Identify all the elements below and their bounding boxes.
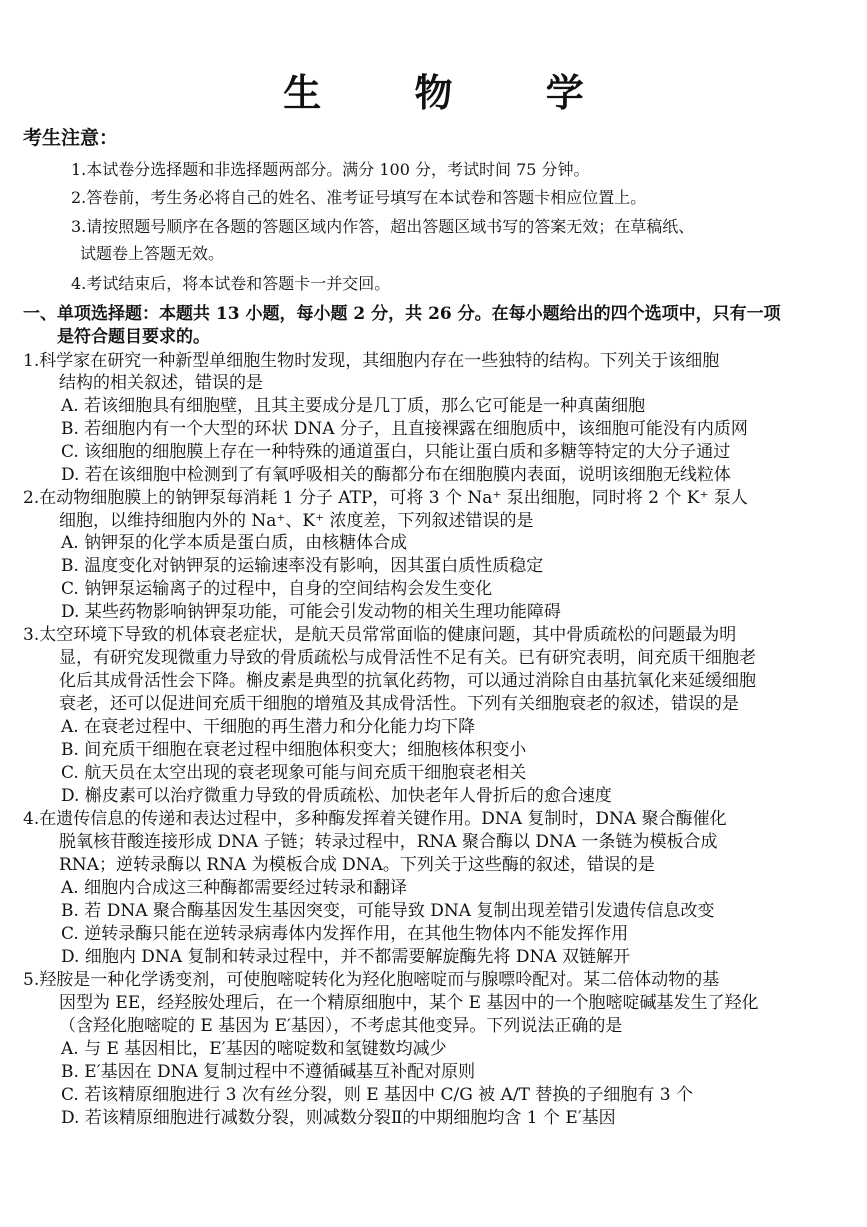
page-title: 生 物 学 (283, 70, 624, 115)
question-2-stem: 细胞，以维持细胞内外的 Na⁺、K⁺ 浓度差，下列叙述错误的是 (59, 511, 534, 531)
question-5-option-a: A. 与 E 基因相比，E′基因的嘧啶数和氢键数均减少 (61, 1039, 447, 1059)
question-3-stem: 化后其成骨活性会下降。槲皮素是典型的抗氧化药物，可以通过消除自由基抗氧化来延缓细胞 (59, 671, 756, 691)
question-5-stem: 因型为 EE，经羟胺处理后，在一个精原细胞中，某个 E 基因中的一个胞嘧啶碱基发生了羟化 (59, 993, 759, 1013)
question-5-option-b: B. E′基因在 DNA 复制过程中不遵循碱基互补配对原则 (61, 1062, 476, 1082)
question-3-stem: 衰老，还可以促进间充质干细胞的增殖及其成骨活性。下列有关细胞衰老的叙述，错误的是 (59, 694, 739, 714)
question-4-stem: RNA；逆转录酶以 RNA 为模板合成 DNA。下列关于这些酶的叙述，错误的是 (59, 855, 655, 875)
question-3-option-a: A. 在衰老过程中、干细胞的再生潜力和分化能力均下降 (61, 717, 476, 737)
question-1-option-a: A. 若该细胞具有细胞壁，且其主要成分是几丁质，那么它可能是一种真菌细胞 (61, 396, 646, 416)
question-1-option-c: C. 该细胞的细胞膜上存在一种特殊的通道蛋白，只能让蛋白质和多糖等特定的大分子通过 (61, 442, 731, 462)
question-1-option-b: B. 若细胞内有一个大型的环状 DNA 分子，且直接裸露在细胞质中，该细胞可能没有内质网 (61, 419, 748, 439)
notice-item: 3.请按照题号顺序在各题的答题区域内作答，超出答题区域书写的答案无效；在草稿纸、 (71, 217, 695, 236)
question-2-option-a: A. 钠钾泵的化学本质是蛋白质，由核糖体合成 (61, 533, 408, 553)
question-5-option-c: C. 若该精原细胞进行 3 次有丝分裂，则 E 基因中 C/G 被 A/T 替换的子细胞有 3 个 (61, 1085, 693, 1105)
question-3-stem: 显，有研究发现微重力导致的骨质疏松与成骨活性不足有关。已有研究表明，间充质干细胞老 (59, 648, 756, 668)
notice-item: 1.本试卷分选择题和非选择题两部分。满分 100 分，考试时间 75 分钟。 (71, 160, 590, 179)
question-4-option-b: B. 若 DNA 聚合酶基因发生基因突变，可能导致 DNA 复制出现差错引发遗传信息改变 (61, 901, 715, 921)
question-5-stem: （含羟化胞嘧啶的 E 基因为 E′基因），不考虑其他变异。下列说法正确的是 (59, 1016, 623, 1036)
question-2-stem: 2.在动物细胞膜上的钠钾泵每消耗 1 分子 ATP，可将 3 个 Na⁺ 泵出细胞，同时将 2 个 K⁺ 泵人 (23, 488, 748, 508)
notice-item: 2.答卷前，考生务必将自己的姓名、准考证号填写在本试卷和答题卡相应位置上。 (71, 188, 647, 207)
question-4-stem: 脱氧核苷酸连接形成 DNA 子链；转录过程中，RNA 聚合酶以 DNA 一条链为模板合成 (59, 832, 718, 852)
question-2-option-c: C. 钠钾泵运输离子的过程中，自身的空间结构会发生变化 (61, 579, 493, 599)
question-3-option-d: D. 槲皮素可以治疗微重力导致的骨质疏松、加快老年人骨折后的愈合速度 (61, 786, 612, 806)
question-1-stem: 结构的相关叙述，错误的是 (59, 373, 263, 393)
notice-item: 4.考试结束后，将本试卷和答题卡一并交回。 (71, 274, 391, 293)
question-2-option-d: D. 某些药物影响钠钾泵功能，可能会引发动物的相关生理功能障碍 (61, 602, 561, 622)
question-3-option-c: C. 航天员在太空出现的衰老现象可能与间充质干细胞衰老相关 (61, 763, 527, 783)
question-5-option-d: D. 若该精原细胞进行减数分裂，则减数分裂Ⅱ的中期细胞均含 1 个 E′基因 (61, 1108, 616, 1128)
notice-heading: 考生注意： (23, 127, 119, 149)
question-1-option-d: D. 若在该细胞中检测到了有氧呼吸相关的酶都分布在细胞膜内表面，说明该细胞无线粒体 (61, 465, 731, 485)
question-4-option-c: C. 逆转录酶只能在逆转录病毒体内发挥作用，在其他生物体内不能发挥作用 (61, 924, 629, 944)
question-3-stem: 3.太空环境下导致的机体衰老症状，是航天员常常面临的健康问题，其中骨质疏松的问题最为明 (23, 625, 737, 645)
question-3-option-b: B. 间充质干细胞在衰老过程中细胞体积变大；细胞核体积变小 (61, 740, 527, 760)
section-heading-cont: 是符合题目要求的。 (57, 327, 210, 347)
question-4-option-a: A. 细胞内合成这三种酶都需要经过转录和翻译 (61, 878, 408, 898)
question-1-stem: 1.科学家在研究一种新型单细胞生物时发现，其细胞内存在一些独特的结构。下列关于该细胞 (23, 351, 720, 371)
question-4-stem: 4.在遗传信息的传递和表达过程中，多种酶发挥着关键作用。DNA 复制时，DNA 聚合酶催化 (23, 809, 727, 829)
question-4-option-d: D. 细胞内 DNA 复制和转录过程中，并不都需要解旋酶先将 DNA 双链解开 (61, 947, 631, 967)
question-2-option-b: B. 温度变化对钠钾泵的运输速率没有影响，因其蛋白质性质稳定 (61, 556, 544, 576)
notice-item: 试题卷上答题无效。 (80, 244, 225, 263)
question-5-stem: 5.羟胺是一种化学诱变剂，可使胞嘧啶转化为羟化胞嘧啶而与腺嘌呤配对。某二倍体动物的基 (23, 970, 720, 990)
section-heading: 一、单项选择题：本题共 13 小题，每小题 2 分，共 26 分。在每小题给出的四个选项中，只有一项 (23, 304, 781, 324)
